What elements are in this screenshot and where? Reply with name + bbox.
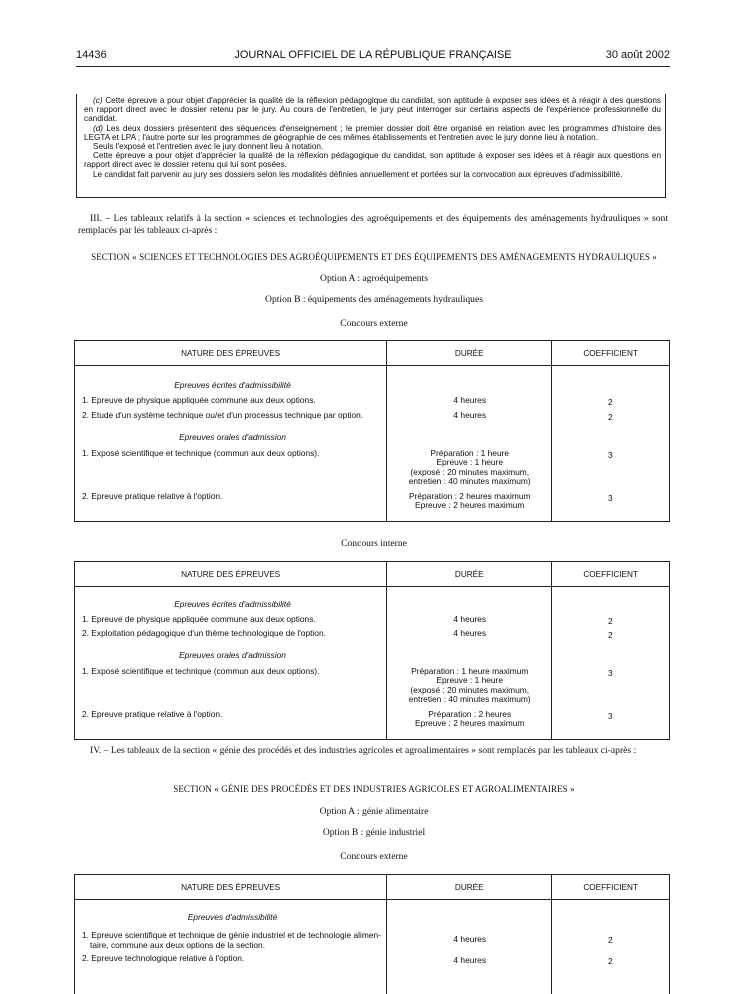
row-3-duree-line-3: (exposé : 20 minutes maximum, (387, 468, 552, 477)
row-4-nature: 2. Epreuve pratique relative à l'option. (82, 492, 382, 502)
row-1-coef: 2 (552, 616, 668, 626)
col-duree: DURÉE (387, 341, 552, 366)
row-3-duree-line-4: entretien : 40 minutes maximum) (387, 695, 552, 704)
concours-interne-1: Concours interne (76, 538, 672, 550)
note-line-5: Le candidat fait parvenir au jury ses dossiers selon les modalités définies annuellement et portées sur la convocation aux épreuves d'admissibilité. (84, 170, 661, 179)
row-2-coef: 2 (552, 956, 668, 966)
row-2-nature: 2. Exploitation pédagogique d'un thème technologique de l'option. (82, 629, 382, 639)
header-rule (76, 66, 670, 67)
note-c (84, 96, 661, 124)
admissibility-heading: Epreuves d'admissibilité (75, 912, 390, 922)
option-a-2: Option A : génie alimentaire (76, 806, 672, 818)
row-2-coef: 2 (552, 412, 668, 422)
journal-title: JOURNAL OFFICIEL DE LA RÉPUBLIQUE FRANÇAISE (76, 49, 670, 61)
row-4-duree-line-1: Préparation : 2 heures (387, 710, 552, 719)
row-3-duree-line-2: Epreuve : 1 heure (387, 458, 552, 467)
note-line-4: Cette épreuve a pour objet d'apprécier la qualité de la réflexion pédagogique du candidat, son aptitude à exposer ses idées et à réagir aux questions en rapport direct avec le dossier retenu qui lui sont posées. (84, 151, 661, 169)
row-2-duree: 4 heures (387, 629, 552, 638)
row-1-nature (82, 931, 382, 950)
row-2-duree: 4 heures (387, 956, 552, 965)
note-line-3: Seuls l'exposé et l'entretien avec le jury donnent lieu à notation. (84, 142, 661, 151)
paragraph-iii (78, 213, 668, 236)
row-3-duree-line-4: entretien : 40 minutes maximum) (387, 477, 552, 486)
row-4-duree-line-2: Epreuve : 2 heures maximum (387, 719, 552, 728)
row-2-nature: 2. Epreuve technologique relative à l'option. (82, 954, 382, 964)
row-3-duree-line-1: Préparation : 1 heure maximum (387, 667, 552, 676)
paragraph-iv (78, 745, 668, 757)
paragraph-iv-text: IV. – Les tableaux de la section « génie des procédés et des industries agricoles et agroalimentaires » sont remplacés par les tableaux ci-après : (90, 745, 636, 756)
paragraph-iii-text: III. – Les tableaux relatifs à la section « sciences et technologies des agroéquipements et des équipements des aménagements hydrauliques » sont remplacés par les tableaux ci-après : (78, 213, 668, 236)
row-4-duree-line-2: Epreuve : 2 heures maximum (387, 501, 552, 510)
col-nature: NATURE DES ÉPREUVES (75, 875, 387, 900)
note-c-marker: (c) (93, 96, 103, 105)
row-4-duree (387, 710, 552, 729)
row-4-coef: 3 (552, 493, 668, 503)
row-3-duree-line-1: Préparation : 1 heure (387, 449, 552, 458)
row-1-duree: 4 heures (387, 396, 552, 405)
row-3-duree-line-2: Epreuve : 1 heure (387, 676, 552, 685)
written-heading: Epreuves écrites d'admissibilité (75, 380, 390, 390)
notes-box (76, 94, 666, 198)
page-number: 14436 (76, 49, 107, 61)
option-b-1: Option B : équipements des aménagements hydrauliques (76, 294, 672, 306)
row-3-coef: 3 (552, 450, 668, 460)
row-3-duree (387, 449, 552, 486)
row-3-nature: 1. Exposé scientifique et technique (commun aux deux options). (82, 449, 382, 459)
note-c-text: Cette épreuve a pour objet d'apprécier la qualité de la réflexion pédagogique du candidat, son aptitude à exposer ses idées et à réagir à des questions en rapport direct avec le dossier retenu par le jury. Au cours de l'entretien, le jury peut interroger sur certains aspects de l'expérience professionnelle du candidat. (84, 96, 661, 123)
row-3-nature: 1. Exposé scientifique et technique (commun aux deux options). (82, 667, 382, 677)
table-header-row (75, 562, 670, 587)
col-duree: DURÉE (387, 562, 552, 587)
note-d-text: Les deux dossiers présentent des séquences d'enseignement ; le premier dossier doit être organisé en relation avec les programmes d'histoire des LEGTA et LPA ; l'autre porte sur les programmes de géographie de ces mêmes établissements et l'entretien avec le jury donne lieu à notation. (84, 124, 661, 142)
row-3-coef: 3 (552, 668, 668, 678)
col-nature: NATURE DES ÉPREUVES (75, 562, 387, 587)
row-1-nature: 1. Epreuve de physique appliquée commune aux deux options. (82, 396, 382, 406)
col-coefficient: COEFFICIENT (552, 562, 670, 587)
epreuves-table-externe-1 (74, 340, 670, 522)
col-nature: NATURE DES ÉPREUVES (75, 341, 387, 366)
oral-heading: Epreuves orales d'admission (75, 650, 390, 660)
row-1-nature-line-1: 1. Epreuve scientifique et technique de génie industriel et de technologie alimen- (82, 931, 382, 941)
written-heading: Epreuves écrites d'admissibilité (75, 599, 390, 609)
row-2-duree: 4 heures (387, 411, 552, 420)
option-b-2: Option B : génie industriel (76, 827, 672, 839)
publication-date: 30 août 2002 (606, 49, 670, 61)
epreuves-table-externe-2 (74, 874, 670, 994)
section-title-2: SECTION « GÉNIE DES PROCÉDÉS ET DES INDUSTRIES AGRICOLES ET AGROALIMENTAIRES » (76, 783, 672, 795)
row-1-nature: 1. Epreuve de physique appliquée commune aux deux options. (82, 615, 382, 625)
row-2-nature: 2. Etude d'un système technique ou/et d'un processus technique par option. (82, 411, 382, 421)
row-3-duree (387, 667, 552, 704)
concours-externe-1: Concours externe (76, 318, 672, 330)
row-4-duree (387, 492, 552, 511)
table-body-row (75, 587, 670, 740)
table-header-row (75, 341, 670, 366)
row-3-duree-line-3: (exposé : 20 minutes maximum, (387, 686, 552, 695)
note-d-marker: (d) (93, 124, 103, 133)
col-duree: DURÉE (387, 875, 552, 900)
section-title-1: SECTION « SCIENCES ET TECHNOLOGIES DES AGROÉQUIPEMENTS ET DES ÉQUIPEMENTS DES AMÉNAGEMENTS HYDRAULIQUES » (76, 251, 672, 263)
page-header (76, 49, 670, 65)
row-4-duree-line-1: Préparation : 2 heures maximum (387, 492, 552, 501)
col-coefficient: COEFFICIENT (552, 875, 670, 900)
col-coefficient: COEFFICIENT (552, 341, 670, 366)
option-a-1: Option A : agroéquipements (76, 273, 672, 285)
row-1-nature-line-2: taire, commune aux deux options de la section. (82, 941, 382, 951)
table-body-row (75, 900, 670, 994)
row-4-coef: 3 (552, 711, 668, 721)
row-4-nature: 2. Epreuve pratique relative à l'option. (82, 710, 382, 720)
row-1-duree: 4 heures (387, 935, 552, 944)
concours-externe-2: Concours externe (76, 851, 672, 863)
table-body-row (75, 366, 670, 522)
row-1-coef: 2 (552, 397, 668, 407)
row-1-coef: 2 (552, 935, 668, 945)
epreuves-table-interne-1 (74, 561, 670, 740)
oral-heading: Epreuves orales d'admission (75, 432, 390, 442)
note-d (84, 124, 661, 142)
row-2-coef: 2 (552, 630, 668, 640)
row-1-duree: 4 heures (387, 615, 552, 624)
table-header-row (75, 875, 670, 900)
